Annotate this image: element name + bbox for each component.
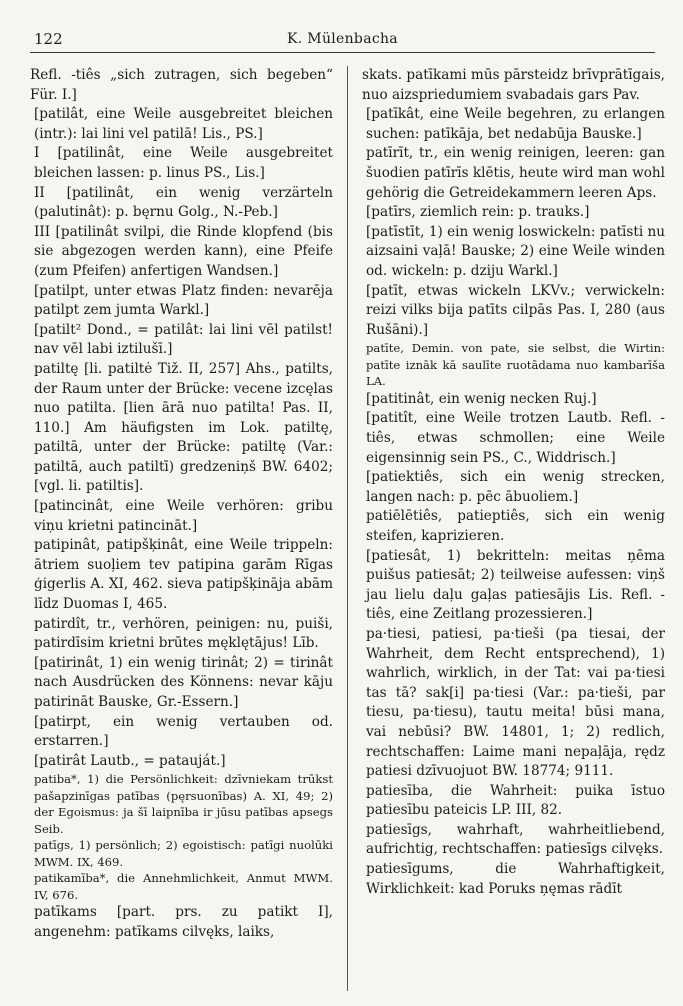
dictionary-entry: patiesīgs, wahrhaft, wahrheitliebend, aufrichtig, rechtschaffen: patiesīgs cilvęks. xyxy=(366,821,665,858)
dictionary-entry: [patīrs, ziemlich rein: p. trauks.] xyxy=(366,204,590,221)
page-number: 122 xyxy=(34,30,63,48)
dictionary-entry: skats. patīkami mūs pārsteidz brīvprātīgais, nuo aizspriedumiem svabadais gars Pav. xyxy=(362,67,665,103)
dictionary-entry: [patilât, eine Weile ausgebreitet bleichen (intr.): lai lini vel patilā! Lis., PS.] xyxy=(34,106,333,142)
dictionary-entry: [patirpt, ein wenig vertauben od. erstarren.] xyxy=(34,713,333,750)
dictionary-entry: [patitinât, ein wenig necken Ruj.] xyxy=(366,390,597,407)
dictionary-entry: patīkams [part. prs. zu patikt I], angenehm: patīkams cilvęks, laiks, xyxy=(34,904,333,940)
dictionary-entry: II [patilinât, ein wenig verzärteln (palutinât): p. bęrnu Golg., N.-Peb.] xyxy=(34,184,333,221)
dictionary-entry: I [patilinât, eine Weile ausgebreitet bleichen lassen: p. linus PS., Lis.] xyxy=(34,145,333,181)
dictionary-entry: patikamība*, die Annehmlichkeit, Anmut MWM. IV, 676. xyxy=(34,871,333,902)
dictionary-entry: patīrīt, tr., ein wenig reinigen, leeren: gan šuodien patīrīs klētis, heute wird man wohl gehörig die Getreidekammern leeren Aps. xyxy=(366,145,665,201)
dictionary-entry: [patiektiês, sich ein wenig strecken, langen nach: p. pēc ābuoliem.] xyxy=(366,469,665,505)
dictionary-entry: [patirinât, 1) ein wenig tirinât; 2) = tirinât nach Ausdrücken des Könnens: nevar kāju patirināt Bauske, Gr.-Essern.] xyxy=(34,654,333,710)
dictionary-entry: [patīt, etwas wickeln LKVv.; verwickeln: reizi vilks bija patīts cilpās Pas. I, 280 (aus Rušāni).] xyxy=(366,282,665,338)
dictionary-entry: patiesīgums, die Wahrhaftigkeit, Wirklichkeit: kad Poruks ņęmas rādīt xyxy=(366,861,665,897)
right-column xyxy=(362,66,665,899)
dictionary-entry: patīgs, 1) persönlich; 2) egoistisch: patīgi nuolūki MWM. IX, 469. xyxy=(34,838,333,869)
dictionary-entry: patiltę [li. patiltė Tiž. II, 257] Ahs., patilts, der Raum unter der Brücke: vecene izcęlas nuo patilta. [lien ārā nuo patilta! Pas. II, 110.] Am häufigsten im Lok. patiltę, patiltā, unter der Brücke: patiltę (Var.: patiltā, auch patiltī) gredzeniņš BW. 6402; [vgl. li. patiltis]. xyxy=(34,360,333,495)
dictionary-entry: III [patilinât svilpi, die Rinde klopfend (bis sie abgezogen werden kann), eine Pfeife (zum Pfeifen) anfertigen Wandsen.] xyxy=(34,223,333,279)
dictionary-entry: [patitît, eine Weile trotzen Lautb. Refl. -tiês, etwas schmollen; eine Weile eigensinnig sein PS., C., Widdrisch.] xyxy=(366,410,665,466)
dictionary-entry: patīte, Demin. von pate, sie selbst, die Wirtin: patīte iznāk kā saulīte ruotādama nuo kambarīša LA. xyxy=(366,341,665,389)
dictionary-entry: [patīkât, eine Weile begehren, zu erlangen suchen: patīkāja, bet nedabūja Bauske.] xyxy=(366,106,665,142)
dictionary-entry: patiba*, 1) die Persönlichkeit: dzīvniekam trūkst pašapzinīgas patības (pęrsuonības) A. XI, 49; 2) der Egoismus: ja šī laipnība ir jūsu patības apsegs Seib. xyxy=(34,772,333,836)
dictionary-entry: Refl. -tiês „sich zutragen, sich begeben“ Für. I.] xyxy=(30,67,333,103)
dictionary-entry: [patīstīt, 1) ein wenig loswickeln: patīsti nu aizsaini vaļā! Bauske; 2) eine Weile winden od. wickeln: p. dziju Warkl.] xyxy=(366,223,665,279)
dictionary-entry: [patilt² Dond., = patilât: lai lini vēl patilst! nav vēl labi iztilušī.] xyxy=(34,321,333,358)
dictionary-entry: [patilpt, unter etwas Platz finden: nevarēja patilpt zem jumta Warkl.] xyxy=(34,282,333,319)
dictionary-entry: patiesība, die Wahrheit: puika īstuo patiesību pateicis LP. III, 82. xyxy=(366,782,665,819)
running-title: K. Mülenbacha xyxy=(287,31,398,47)
dictionary-entry: [patiesât, 1) bekritteln: meitas ņēma puišus patiesāt; 2) teilweise aufessen: viņš jau lielu daļu gaļas patiesājis Lis. Refl. -tiês, eine Zeitlang prozessieren.] xyxy=(366,547,665,623)
left-column xyxy=(30,66,333,943)
dictionary-entry: patirdît, tr., verhören, peinigen: nu, puiši, patirdīsim krietni brūtes męklętājus! Līb. xyxy=(34,615,333,652)
dictionary-entry: pa·tiesi, patiesi, pa·tieši (pa tiesai, der Wahrheit, dem Recht entsprechend), 1) wahrlich, wirklich, in der Tat: vai pa·tiesi tas tā? sak[i] pa·tiesi (Var.: pa·tieši, par tiesu, pa·tiesu), tautu meita! būsi mana, vai nebūsi? BW. 14801, 1; 2) redlich, rechtschaffen: Laime mani nepaļāja, rędz patiesi dzīvuojuot BW. 18774; 9111. xyxy=(366,625,665,780)
column-divider xyxy=(347,66,348,991)
dictionary-entry: patipinât, patipšķinât, eine Weile trippeln: ātriem suoļiem tev patipina garām Rīgas ģigerlis A. XI, 462. sieva patipšķināja abām līdz Duomas I, 465. xyxy=(34,537,333,613)
page-header xyxy=(30,28,655,53)
dictionary-entry: [patirât Lautb., = patauját.] xyxy=(34,752,226,769)
dictionary-entry: patiēlētiês, patieptiês, sich ein wenig steifen, kaprizieren. xyxy=(366,508,665,544)
dictionary-entry: [patincinât, eine Weile verhören: gribu viņu krietni patincināt.] xyxy=(34,498,333,534)
